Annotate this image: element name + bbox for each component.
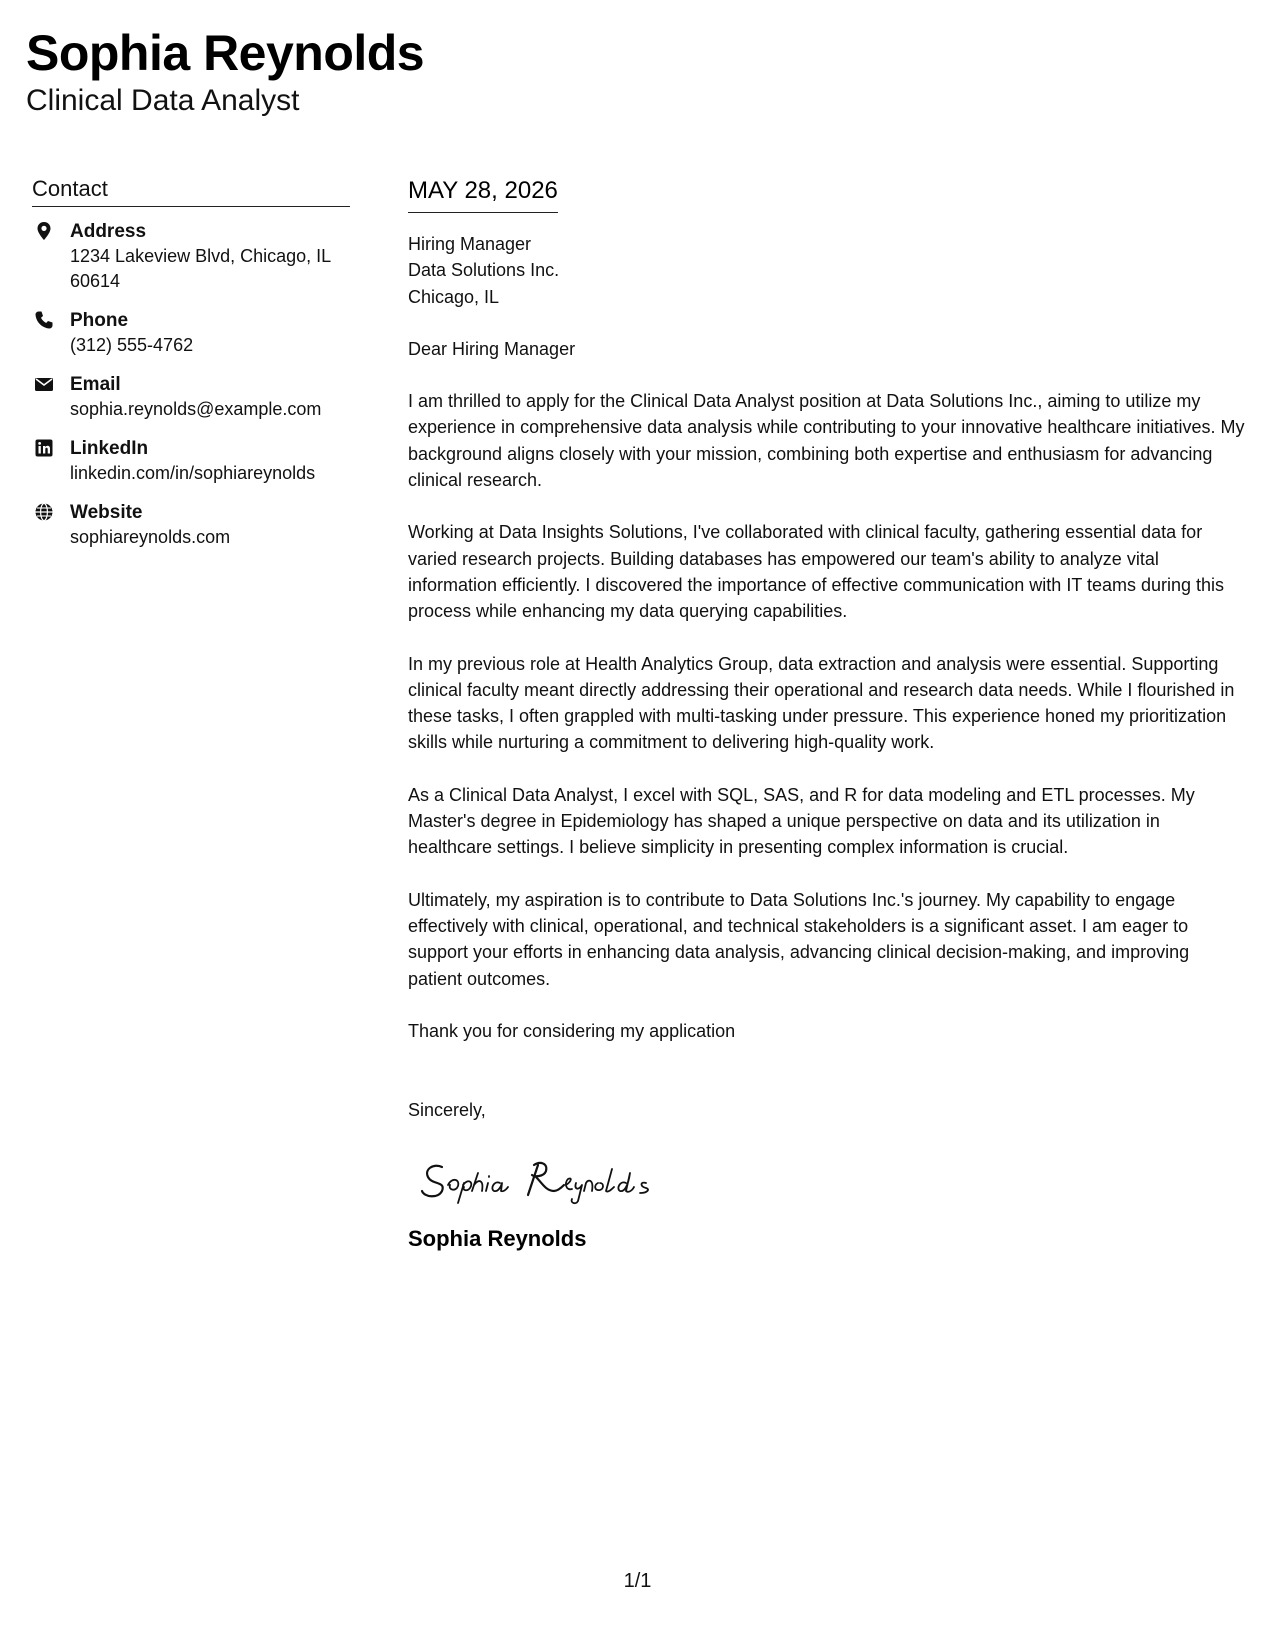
linkedin-value: linkedin.com/in/sophiareynolds: [70, 463, 316, 483]
contact-label: Email: [70, 374, 121, 395]
envelope-icon: [34, 374, 54, 394]
body-paragraph: Working at Data Insights Solutions, I've collaborated with clinical faculty, gathering essential data for varied research projects. Building databases has empowered our team's ability to analyze vital information efficiently. I discovered the importance of effective communication with IT teams during this process while enhancing my data querying capabilities.: [408, 522, 1225, 622]
email-value: sophia.reynolds@example.com: [70, 399, 322, 419]
contact-sidebar: [32, 174, 350, 564]
contact-item-linkedin: [32, 436, 350, 486]
candidate-name: Sophia Reynolds: [26, 25, 425, 81]
page-number: 1/1: [623, 1570, 652, 1592]
salutation: Dear Hiring Manager: [408, 338, 576, 359]
thank-you-line: Thank you for considering my application: [408, 1020, 736, 1041]
contact-item-website: [32, 500, 350, 550]
phone-icon: [34, 310, 54, 330]
recipient-line: Data Solutions Inc.: [408, 260, 560, 281]
address-value: 1234 Lakeview Blvd, Chicago, IL 60614: [70, 246, 331, 291]
contact-item-email: [32, 372, 350, 422]
candidate-title: Clinical Data Analyst: [26, 84, 300, 117]
linkedin-icon: [34, 438, 54, 458]
contact-item-address: [32, 219, 350, 294]
body-paragraph: As a Clinical Data Analyst, I excel with SQL, SAS, and R for data modeling and ETL processes. My Master's degree in Epidemiology has shaped a unique perspective on data and its utilization in healthcare settings. I believe simplicity in presenting complex information is crucial.: [408, 784, 1195, 858]
letter-date: MAY 28, 2026: [408, 176, 558, 213]
recipient-line: Hiring Manager: [408, 234, 532, 254]
contact-heading: Contact: [32, 174, 350, 207]
contact-item-phone: [32, 308, 350, 358]
letter-body: [408, 176, 1248, 1253]
closing: Sincerely,: [408, 1100, 486, 1121]
recipient-line: Chicago, IL: [408, 286, 500, 307]
resume-header: [26, 22, 424, 118]
phone-value: (312) 555-4762: [70, 335, 194, 355]
website-value: sophiareynolds.com: [70, 527, 231, 547]
body-paragraph: In my previous role at Health Analytics Group, data extraction and analysis were essential. Supporting clinical faculty meant directly addressing their operational and research data needs. While I flourished in these tasks, I often grappled with multi-tasking under pressure. This experience honed my prioritization skills while nurturing a commitment to delivering high-quality work.: [408, 653, 1235, 753]
handwritten-signature: [416, 1145, 676, 1205]
map-pin-icon: [34, 221, 54, 241]
globe-icon: [34, 502, 54, 522]
contact-label: Phone: [70, 310, 129, 331]
recipient-block: [408, 231, 1248, 310]
body-paragraph: I am thrilled to apply for the Clinical Data Analyst position at Data Solutions Inc., aiming to utilize my experience in comprehensive data analysis while contributing to your innovative healthcare initiatives. My background aligns closely with your mission, combining both expertise and enthusiasm for advancing clinical research.: [408, 391, 1245, 491]
contact-label: LinkedIn: [70, 438, 149, 459]
body-paragraph: Ultimately, my aspiration is to contribute to Data Solutions Inc.'s journey. My capability to engage effectively with clinical, operational, and technical stakeholders is a significant asset. I am eager to support your efforts in enhancing data analysis, advancing clinical decision-making, and improving patient outcomes.: [408, 889, 1190, 989]
contact-label: Address: [70, 221, 147, 242]
signature-name: Sophia Reynolds: [408, 1226, 587, 1252]
contact-label: Website: [70, 502, 143, 523]
